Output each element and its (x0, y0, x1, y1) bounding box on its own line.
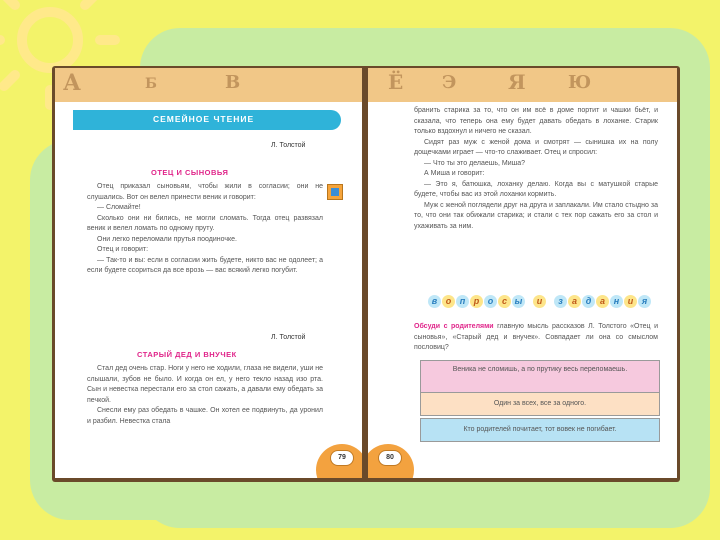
title-letter: з (554, 295, 567, 308)
title-letter: о (484, 295, 497, 308)
title-letter: н (610, 295, 623, 308)
header-letter: Ё (388, 70, 404, 94)
task-text (414, 322, 658, 354)
proverb-text: Кто родителей почитает, тот вовек не погибает. (463, 426, 617, 433)
header-letter: А (63, 70, 81, 96)
page-number: 80 (378, 450, 402, 466)
title-letter: ы (512, 295, 525, 308)
title-letter: с (498, 295, 511, 308)
page-number: 79 (330, 450, 354, 466)
paragraph: Сколько они ни бились, не могли сломать. Тогда отец развязал веник и велел ломать по одному пруту. (87, 214, 323, 232)
task-lead: Обсуди с родителями (414, 323, 494, 330)
paragraph: Муж с женой поглядели друг на друга и заплакали. Им стало стыдно за то, что они так обижали старика; и стали с тех пор сажать его за стол и ухаживать за ним. (414, 201, 658, 230)
paragraph: Снесли ему раз обедать в чашке. Он хотел ее подвинуть, да уронил и разбил. Невестка стала (87, 407, 323, 425)
page-left (55, 68, 362, 478)
story1-title: ОТЕЦ И СЫНОВЬЯ (151, 168, 229, 177)
title-letter: о (442, 295, 455, 308)
header-letter: В (225, 72, 241, 93)
title-letter: р (470, 295, 483, 308)
title-letter: в (428, 295, 441, 308)
proverb-text: Один за всех, все за одного. (493, 400, 587, 407)
proverb-text: Веника не сломишь, а по прутику весь переломаешь. (452, 366, 628, 373)
paragraph: — Что ты это делаешь, Миша? (424, 159, 526, 167)
paragraph: — Так-то и вы: если в согласии жить будете, никто вас не одолеет; а если будете ссориться да все врозь — вас всякий легко погубит. (87, 256, 323, 274)
story2-text (87, 364, 323, 427)
title-letter: а (596, 295, 609, 308)
title-letter: п (456, 295, 469, 308)
page-number-tab (368, 444, 414, 478)
title-letter: д (582, 295, 595, 308)
title-letter: я (638, 295, 651, 308)
paragraph: Отец приказал сыновьям, чтобы жили в согласии; они не слушались. Вот он велел принести веник и говорит: (87, 183, 323, 201)
task-body: главную мысль рассказов Л. Толстого «Отец и сыновья», «Старый дед и внучек». Совпадает ли она со смыслом пословиц? (414, 323, 658, 351)
header-letter: Я (508, 70, 526, 94)
section-banner (73, 110, 341, 130)
proverb-card (420, 392, 660, 416)
title-letter: а (568, 295, 581, 308)
family-reading-icon (327, 184, 343, 200)
paragraph: — Это я, батюшка, лоханку делаю. Когда вы с матушкой старые будете, чтобы вас из этой лоханки кормить. (414, 180, 658, 198)
story2-continued-text (414, 106, 658, 232)
header-letter: Э (442, 72, 457, 93)
paragraph: Отец и говорит: (97, 246, 149, 253)
header-letter: Б (145, 76, 157, 92)
title-gap (547, 295, 553, 308)
page-number-tab (316, 444, 362, 478)
section-banner-title: СЕМЕЙНОЕ ЧТЕНИЕ (153, 114, 255, 124)
page-header-decor (368, 68, 677, 102)
title-gap (526, 295, 532, 308)
paragraph: Сидят раз муж с женой дома и смотрят — сынишка их на полу дощечками играет — что-то слаживает. Отец и спросил: (414, 138, 658, 156)
open-book (52, 66, 680, 482)
title-letter: и (533, 295, 546, 308)
story1-author: Л. Толстой (271, 142, 306, 149)
page-header-decor (55, 68, 362, 102)
paragraph: А Миша и говорит: (424, 170, 485, 177)
header-letter: Ю (568, 72, 592, 93)
story2-title: СТАРЫЙ ДЕД И ВНУЧЕК (137, 350, 237, 359)
title-letter: и (624, 295, 637, 308)
paragraph: Они легко переломали прутья поодиночке. (97, 235, 237, 243)
story1-text (87, 182, 323, 277)
questions-and-tasks-title (428, 295, 651, 308)
page-right (368, 68, 677, 478)
paragraph: бранить старика за то, что он им всё в доме портит и чашки бьёт, и сказала, что теперь она ему будет давать обедать в лоханке. Старик только вздохнул и ничего не сказал. (414, 107, 658, 135)
proverb-card (420, 418, 660, 442)
story2-author: Л. Толстой (271, 334, 306, 341)
paragraph: Стал дед очень стар. Ноги у него не ходили, глаза не видели, уши не слышали, зубов не было. И когда он ел, у него текло назад изо рта. Сын и невестка перестали его за стол сажать, а давали ему обедать за печкой. (87, 365, 323, 404)
paragraph: — Сломайте! (97, 204, 141, 211)
proverb-card (420, 360, 660, 393)
